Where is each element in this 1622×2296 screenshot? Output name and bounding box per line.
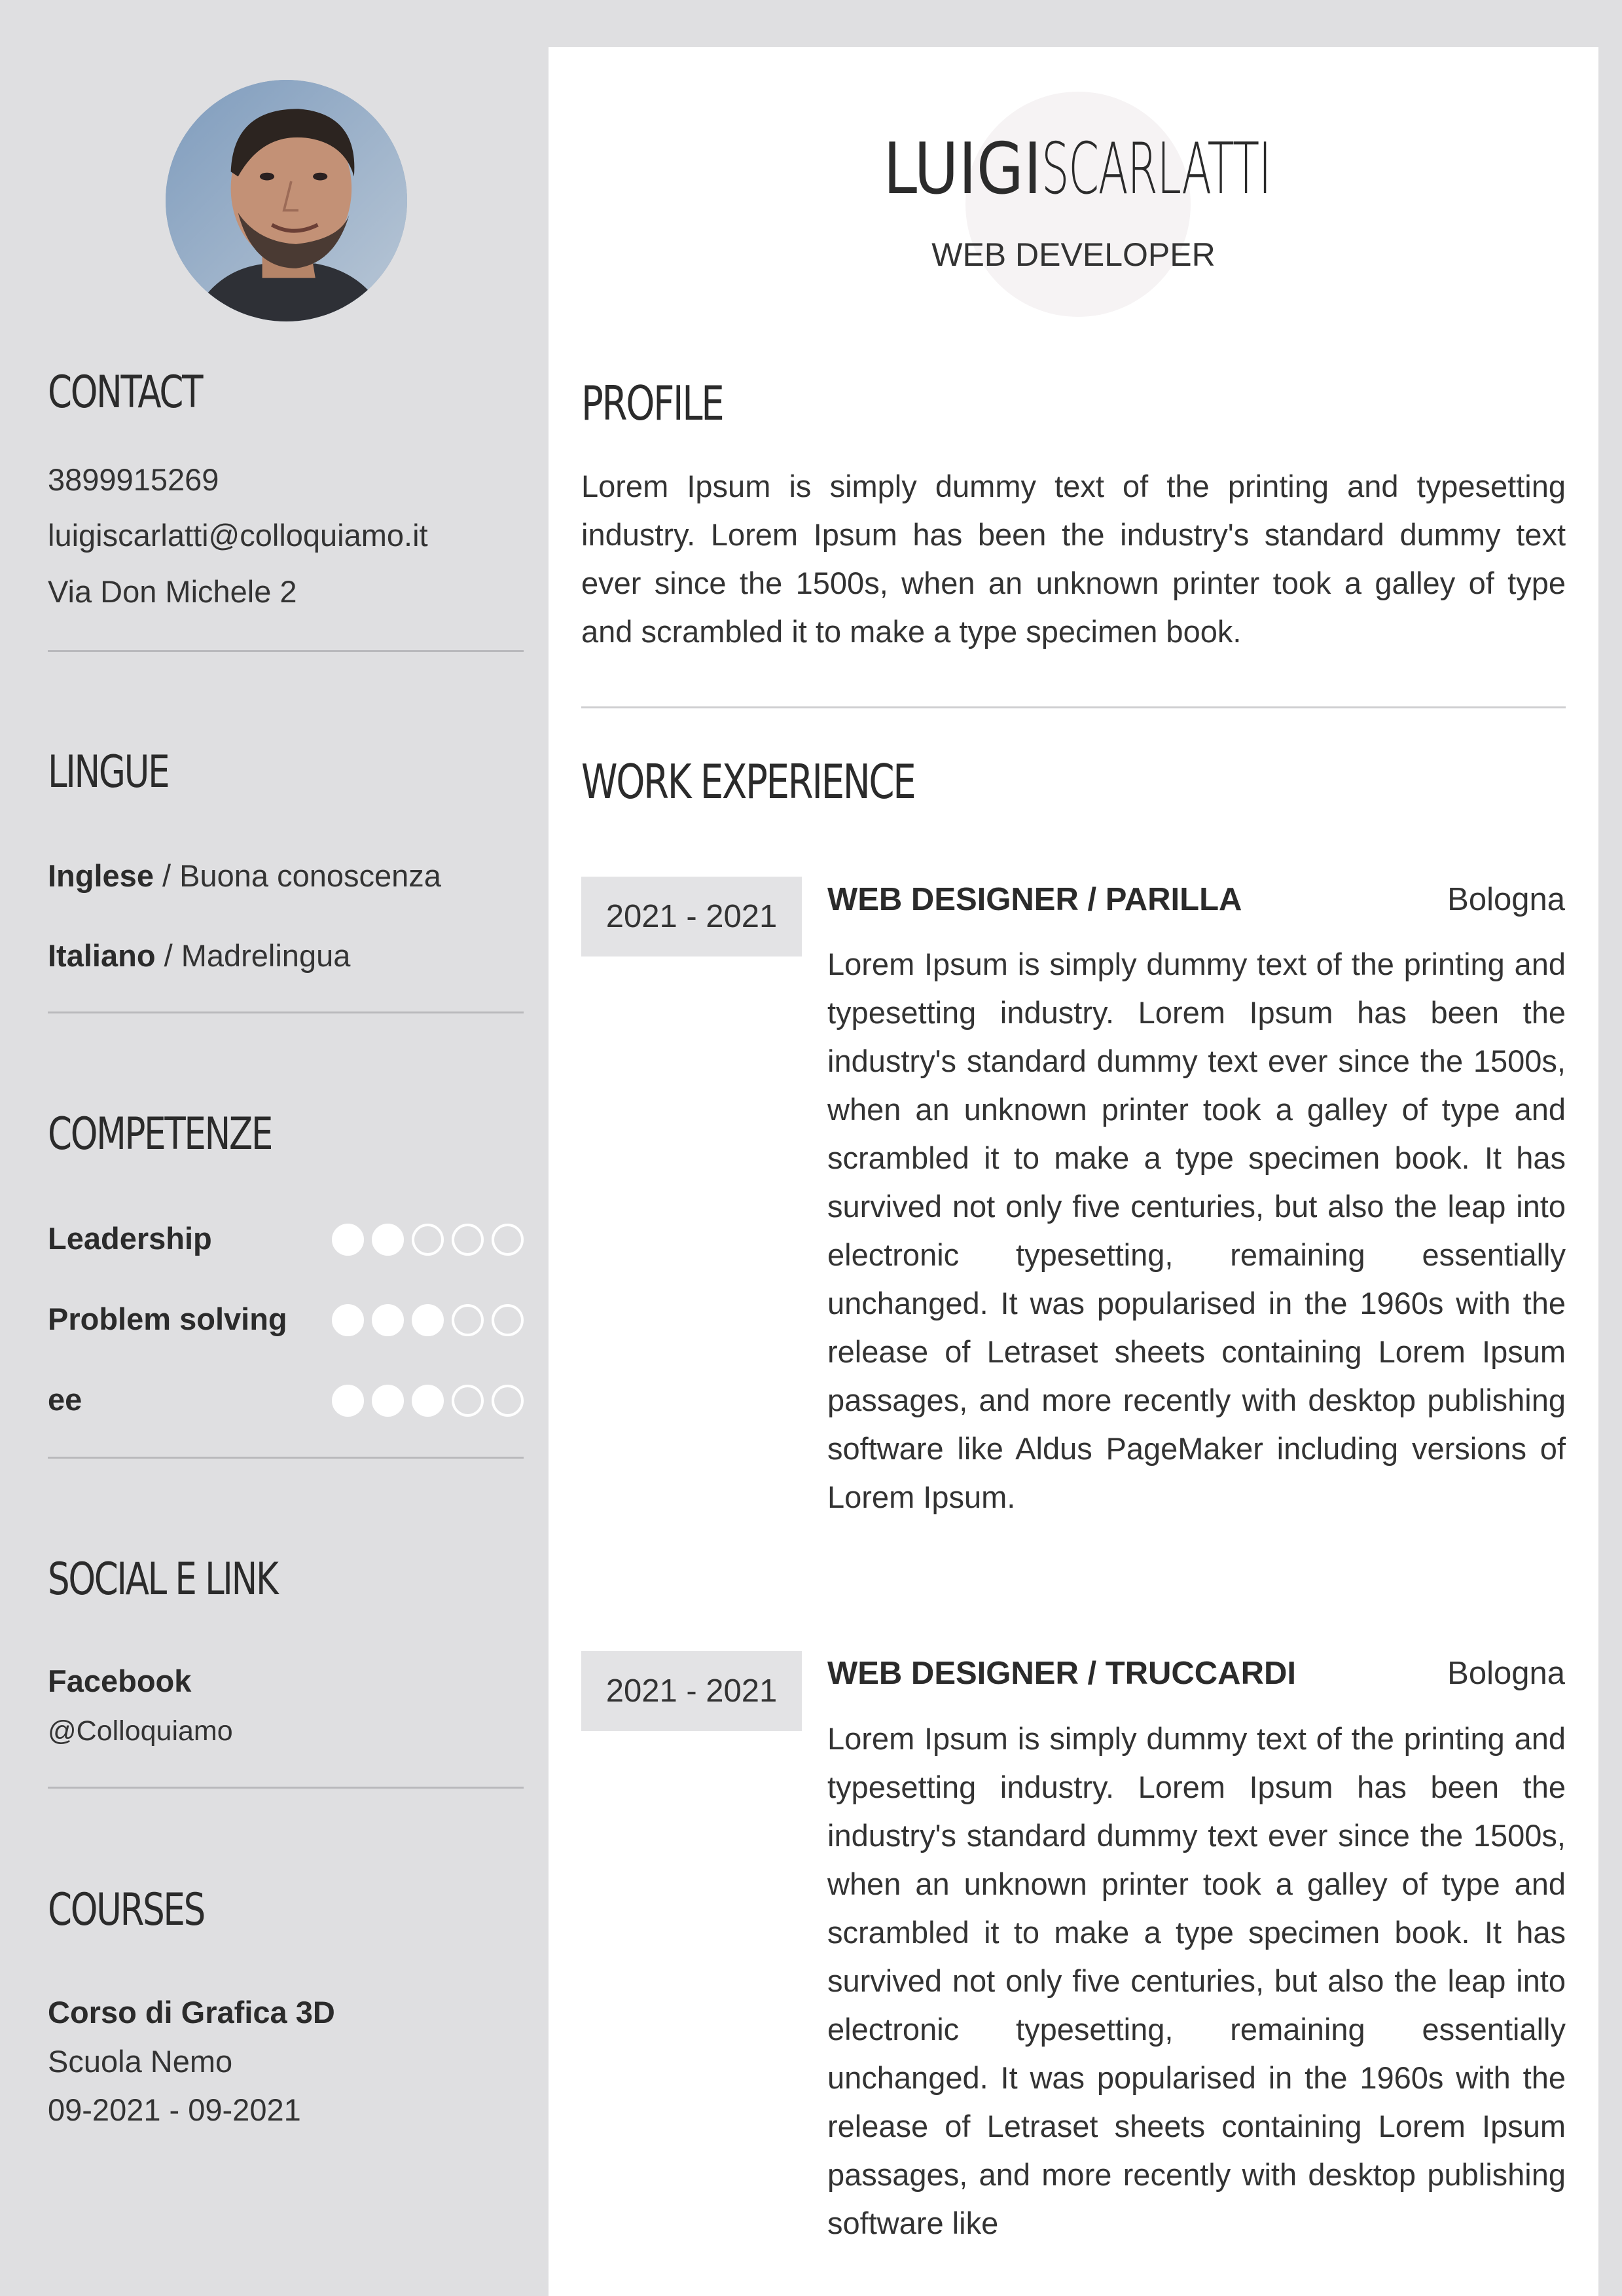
divider bbox=[581, 706, 1566, 708]
rating-dot-filled bbox=[372, 1385, 404, 1417]
rating-dot-empty bbox=[492, 1224, 524, 1256]
language-item bbox=[48, 858, 441, 894]
last-name: SCARLATTI bbox=[1041, 128, 1271, 210]
rating-dot-filled bbox=[372, 1304, 404, 1336]
rating-dot-empty bbox=[452, 1304, 484, 1336]
skill-rating bbox=[332, 1304, 524, 1336]
language-name: Italiano bbox=[48, 938, 156, 973]
social-network bbox=[48, 1663, 191, 1699]
divider bbox=[48, 1011, 524, 1013]
skill-name: Problem solving bbox=[48, 1302, 287, 1336]
course-school: Scuola Nemo bbox=[48, 2044, 233, 2079]
avatar bbox=[166, 80, 407, 321]
skill-rating bbox=[332, 1224, 524, 1256]
first-name: LUIGI bbox=[883, 128, 1042, 210]
work-dates: 2021 - 2021 bbox=[581, 877, 802, 957]
skill-name: ee bbox=[48, 1382, 82, 1417]
contact-phone[interactable]: 3899915269 bbox=[48, 462, 219, 497]
language-level: / Buona conoscenza bbox=[153, 858, 441, 893]
rating-dot-empty bbox=[452, 1224, 484, 1256]
skill-rating bbox=[332, 1385, 524, 1417]
rating-dot-filled bbox=[412, 1385, 444, 1417]
language-name: Inglese bbox=[48, 858, 154, 893]
profile-text: Lorem Ipsum is simply dummy text of the printing and typesetting industry. Lorem Ipsum has been the industry's standard dummy text ever since the 1500s, when an unknown printer took a galley of type and scrambled it to make a type specimen book. bbox=[581, 469, 1566, 649]
rating-dot-filled bbox=[372, 1224, 404, 1256]
divider bbox=[48, 1457, 524, 1459]
skill-row bbox=[48, 1380, 524, 1419]
divider bbox=[48, 1787, 524, 1789]
language-item bbox=[48, 938, 350, 974]
work-role: WEB DESIGNER / TRUCCARDI bbox=[827, 1656, 1296, 1691]
course-dates: 09-2021 - 09-2021 bbox=[48, 2092, 301, 2127]
social-network-name: Facebook bbox=[48, 1664, 192, 1698]
social-handle[interactable]: @Colloquiamo bbox=[48, 1715, 233, 1747]
page-title bbox=[857, 128, 1289, 220]
rating-dot-filled bbox=[332, 1385, 364, 1417]
work-role: WEB DESIGNER / PARILLA bbox=[827, 882, 1242, 917]
work-city: Bologna bbox=[1447, 882, 1565, 917]
work-description: Lorem Ipsum is simply dummy text of the printing and typesetting industry. Lorem Ipsum has been the industry's standard dummy text ever since the 1500s, when an unknown printer took a galley of type and scrambled it to make a type specimen book. It has survived not only five centuries, but also the leap into electronic typesetting, remaining essentially unchanged. It was popularised in the 1960s with the release of Letraset sheets containing Lorem Ipsum passages, and more recently with desktop publishing software like bbox=[827, 1721, 1566, 2240]
rating-dot-empty bbox=[452, 1385, 484, 1417]
profile-heading: PROFILE bbox=[581, 376, 723, 431]
rating-dot-filled bbox=[332, 1224, 364, 1256]
skill-row bbox=[48, 1300, 524, 1339]
skill-name: Leadership bbox=[48, 1221, 212, 1256]
contact-address: Via Don Michele 2 bbox=[48, 574, 297, 609]
social-heading: SOCIAL E LINK bbox=[48, 1554, 278, 1605]
divider bbox=[48, 650, 524, 652]
avatar-photo bbox=[166, 80, 407, 321]
work-dates: 2021 - 2021 bbox=[581, 1651, 802, 1731]
skill-row bbox=[48, 1219, 524, 1258]
job-title: WEB DEVELOPER bbox=[931, 236, 1216, 273]
rating-dot-empty bbox=[492, 1385, 524, 1417]
work-description: Lorem Ipsum is simply dummy text of the printing and typesetting industry. Lorem Ipsum has been the industry's standard dummy text ever since the 1500s, when an unknown printer took a galley of type and scrambled it to make a type specimen book. It has survived not only five centuries, but also the leap into electronic typesetting, remaining essentially unchanged. It was popularised in the 1960s with the release of Letraset sheets containing Lorem Ipsum passages, and more recently with desktop publishing software like Aldus PageMaker including versions of Lorem Ipsum. bbox=[827, 947, 1566, 1514]
language-level: / Madrelingua bbox=[155, 938, 351, 973]
contact-heading: CONTACT bbox=[48, 367, 202, 418]
rating-dot-empty bbox=[412, 1224, 444, 1256]
rating-dot-filled bbox=[412, 1304, 444, 1336]
languages-heading: LINGUE bbox=[48, 746, 169, 798]
skills-heading: COMPETENZE bbox=[48, 1108, 272, 1160]
course-title: Corso di Grafica 3D bbox=[48, 1995, 335, 2030]
rating-dot-filled bbox=[332, 1304, 364, 1336]
work-heading: WORK EXPERIENCE bbox=[581, 754, 915, 809]
rating-dot-empty bbox=[492, 1304, 524, 1336]
work-city: Bologna bbox=[1447, 1656, 1565, 1691]
contact-email[interactable]: luigiscarlatti@colloquiamo.it bbox=[48, 518, 428, 553]
courses-heading: COURSES bbox=[48, 1884, 204, 1936]
course-name bbox=[48, 1994, 335, 2030]
